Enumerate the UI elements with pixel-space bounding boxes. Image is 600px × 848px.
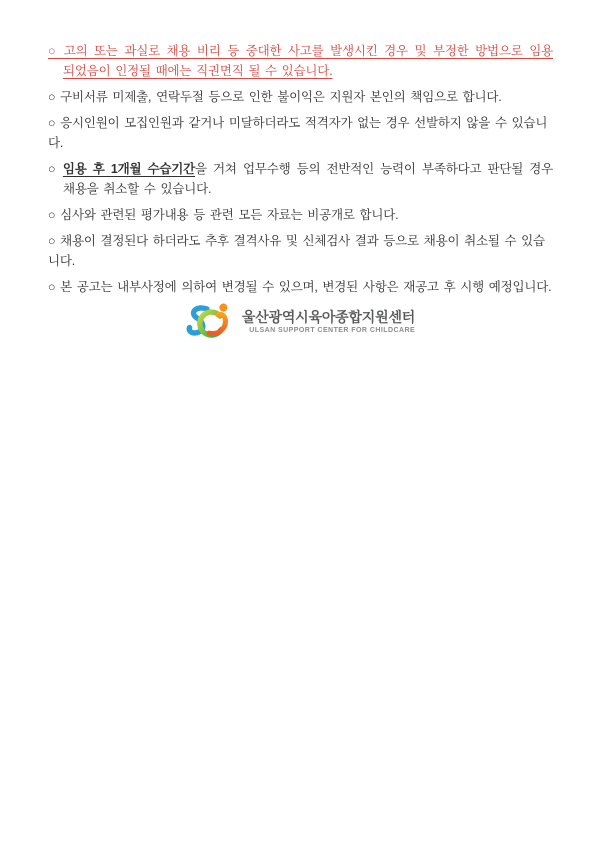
notice-line-text: ○ 응시인원이 모집인원과 같거나 미달하더라도 적격자가 없는 경우 선발하지 않을 수 있습니다. xyxy=(48,116,548,150)
notice-bold-phrase: 임용 후 1개월 수습기간 xyxy=(62,162,195,176)
notice-line-text: ○ 구비서류 미제출, 연락두절 등으로 인한 불이익은 지원자 본인의 책임으로 합니다. xyxy=(48,90,502,104)
notice-line-text: ○ 채용이 결정된다 하더라도 추후 결격사유 및 신체검사 결과 등으로 채용이 취소될 수 있습니다. xyxy=(48,234,545,268)
notice-paragraph-applicants xyxy=(48,113,553,153)
org-name-en: ULSAN SUPPORT CENTER FOR CHILDCARE xyxy=(249,327,416,334)
notice-line xyxy=(48,205,553,225)
notice-line xyxy=(48,231,553,271)
notice-line-text: ○ 심사와 관련된 평가내용 등 관련 모든 자료는 비공개로 합니다. xyxy=(48,208,399,222)
notice-list xyxy=(48,41,553,303)
notice-line xyxy=(48,113,553,153)
org-logo-text xyxy=(242,300,415,335)
org-name: 울산광역시육아종합지원센터 xyxy=(241,309,416,325)
bullet: ○ xyxy=(48,162,63,176)
notice-paragraph-documents xyxy=(48,87,553,107)
notice-line xyxy=(48,87,553,107)
notice-paragraph-confidential xyxy=(48,205,553,225)
notice-line xyxy=(48,277,553,297)
notice-line-text: ○ 고의 또는 과실로 채용 비리 등 중대한 사고를 발생시킨 경우 및 부정한 방법으로 임용 xyxy=(48,44,553,58)
notice-line-text: 을 거쳐 업무수행 등의 전반적인 능력이 부족하다고 판단될 경우 xyxy=(195,162,554,176)
notice-paragraph-trial-period xyxy=(48,159,553,199)
notice-line xyxy=(48,179,553,199)
sci-childcare-logo-icon xyxy=(185,300,235,347)
notice-line xyxy=(48,41,553,61)
notice-paragraph-misconduct xyxy=(48,41,553,81)
notice-paragraph-changes xyxy=(48,277,553,297)
notice-line-text: 채용을 취소할 수 있습니다. xyxy=(63,182,212,196)
notice-line xyxy=(48,61,553,81)
notice-paragraph-disqualification xyxy=(48,231,553,271)
notice-line-text: ○ 본 공고는 내부사정에 의하여 변경될 수 있으며, 변경된 사항은 재공고 후 시행 예정입니다. xyxy=(48,280,552,294)
org-logo xyxy=(0,300,600,347)
notice-line-text: 되었음이 인정될 때에는 직권면직 될 수 있습니다. xyxy=(63,64,333,78)
notice-line xyxy=(48,159,553,179)
